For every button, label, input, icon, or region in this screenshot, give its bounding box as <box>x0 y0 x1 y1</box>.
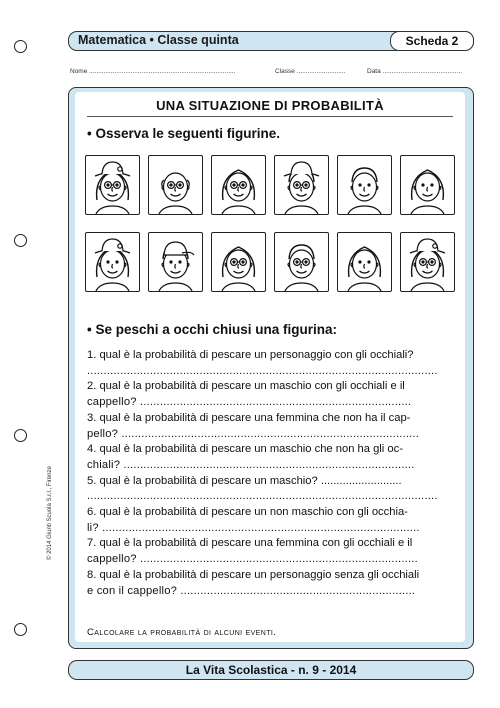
subject-label: Matematica • Classe quinta <box>78 33 239 47</box>
man-with-hat-and-glasses-face-icon <box>274 155 329 215</box>
answer-line[interactable]: cappello? .................................................................................. <box>87 396 412 409</box>
binder-hole <box>14 429 27 442</box>
question-line: 1. qual è la probabilità di pescare un personaggio con gli occhiali? <box>87 349 414 361</box>
question-line: 4. qual è la probabilità di pescare un maschio che non ha gli oc- <box>87 443 403 456</box>
student-fields <box>70 68 472 75</box>
answer-line[interactable]: pello? .......................................................................................... <box>87 427 420 440</box>
worksheet-body <box>75 92 465 642</box>
binder-hole <box>14 623 27 636</box>
copyright-notice: © 2014 Giunti Scuola S.r.l., Firenze <box>47 466 53 560</box>
woman-with-glasses-face-icon <box>211 155 266 215</box>
binder-hole <box>14 40 27 53</box>
woman-with-hat-and-glasses-face-icon <box>85 155 140 215</box>
boy-face-icon <box>337 155 392 215</box>
faces-row-1 <box>85 155 455 215</box>
girl-face-icon <box>400 155 455 215</box>
answer-line[interactable]: cappello? .................................................................................... <box>87 553 418 566</box>
footer-bar: La Vita Scolastica - n. 9 - 2014 <box>68 660 474 680</box>
instruction-observe: • Osserva le seguenti figurine. <box>87 126 281 141</box>
man-with-glasses-face-icon <box>274 232 329 292</box>
binder-hole <box>14 234 27 247</box>
question-line: 2. qual è la probabilità di pescare un maschio con gli occhiali e il <box>87 380 405 393</box>
learning-goal: Calcolare la probabilità di alcuni eventi. <box>87 627 277 638</box>
title-divider <box>87 116 453 117</box>
worksheet-title: UNA SITUAZIONE DI PROBABILITÀ <box>156 98 384 113</box>
faces-row-2 <box>85 232 455 292</box>
answer-line[interactable]: e con il cappello? ....................................................................... <box>87 584 416 597</box>
question-line: 6. qual è la probabilità di pescare un non maschio con gli occhia- <box>87 506 408 519</box>
question-line: 5. qual è la probabilità di pescare un maschio? .......................... <box>87 474 402 487</box>
question-line: 8. qual è la probabilità di pescare un personaggio senza gli occhiali <box>87 568 420 581</box>
girl-with-hat-face-icon <box>85 232 140 292</box>
question-line: 3. qual è la probabilità di pescare una femmina che non ha il cap- <box>87 411 411 424</box>
sheet-label: Scheda 2 <box>390 31 474 51</box>
answer-line[interactable]: .......................................................................................................... <box>87 364 438 377</box>
answer-line[interactable]: .......................................................................................................... <box>87 490 438 503</box>
woman-with-glasses-face-icon <box>211 232 266 292</box>
boy-with-cap-face-icon <box>148 232 203 292</box>
date-field[interactable]: Data ............................................ <box>367 68 462 75</box>
questions-list <box>87 348 459 599</box>
answer-line[interactable]: li? ................................................................................................ <box>87 521 420 534</box>
header-bar <box>68 31 474 51</box>
bald-man-with-glasses-face-icon <box>148 155 203 215</box>
answer-line[interactable]: chiali? ........................................................................................ <box>87 458 415 471</box>
class-field[interactable]: Classe ........................... <box>275 68 346 75</box>
instruction-draw: • Se peschi a occhi chiusi una figurina: <box>87 322 338 337</box>
name-field[interactable]: Nome ................................................................................. <box>70 68 236 75</box>
woman-with-hat-and-glasses-face-icon <box>400 232 455 292</box>
question-line: 7. qual è la probabilità di pescare una femmina con gli occhiali e il <box>87 537 413 550</box>
girl-face-icon <box>337 232 392 292</box>
